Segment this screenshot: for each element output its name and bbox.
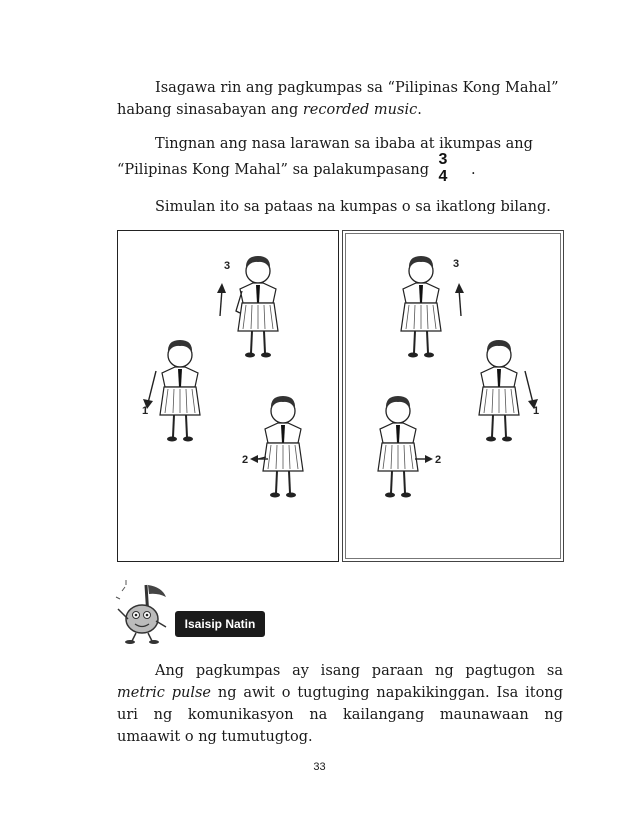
- conducting-illustration-left: [117, 230, 339, 562]
- time-signature-bottom: 4: [438, 168, 448, 182]
- conducting-figures-right: [343, 231, 563, 561]
- instruction-text: “Pilipinas Kong Mahal” sa palakumpasang: [117, 162, 429, 178]
- paragraph-intro: [117, 77, 563, 121]
- summary-text-a: Ang pagkumpas ay isang paraan ng pagtugon sa: [155, 663, 563, 679]
- page-number: 33: [313, 761, 326, 773]
- paragraph-instruction-line1: Tingnan ang nasa larawan sa ibaba at ikumpas ang: [155, 136, 533, 152]
- paragraph-instruction-line2: [117, 159, 563, 181]
- intro-end: .: [417, 102, 422, 118]
- summary-text-b: ng awit o tugtuging napakikinggan. Isa itong uri ng komunikasyon na kailangang maunawaan ng umaawit o ng tumutugtog.: [117, 685, 563, 745]
- time-signature-top: 3: [438, 151, 448, 168]
- paragraph-start: Simulan ito sa pataas na kumpas o sa ikatlong bilang.: [155, 199, 551, 215]
- time-signature-icon: [432, 150, 454, 182]
- beat-label-1-right: 1: [533, 405, 540, 417]
- beat-label-1-left: 1: [142, 405, 149, 417]
- conducting-figures-left: [118, 231, 338, 561]
- summary-italic: metric pulse: [117, 685, 211, 701]
- conducting-illustration-right: [342, 230, 564, 562]
- instruction-end: .: [470, 162, 476, 178]
- intro-text: Isagawa rin ang pagkumpas sa “Pilipinas Kong Mahal” habang sinasabayan ang: [117, 80, 559, 118]
- beat-label-3-right: 3: [453, 258, 460, 270]
- intro-italic: recorded music: [302, 102, 418, 118]
- beat-label-2-right: 2: [435, 454, 442, 466]
- beat-label-3-left: 3: [224, 260, 231, 272]
- paragraph-summary: [117, 660, 563, 748]
- section-badge-isaisip-natin: Isaisip Natin: [175, 611, 265, 637]
- music-note-mascot-icon: [112, 577, 182, 645]
- beat-label-2-left: 2: [242, 454, 249, 466]
